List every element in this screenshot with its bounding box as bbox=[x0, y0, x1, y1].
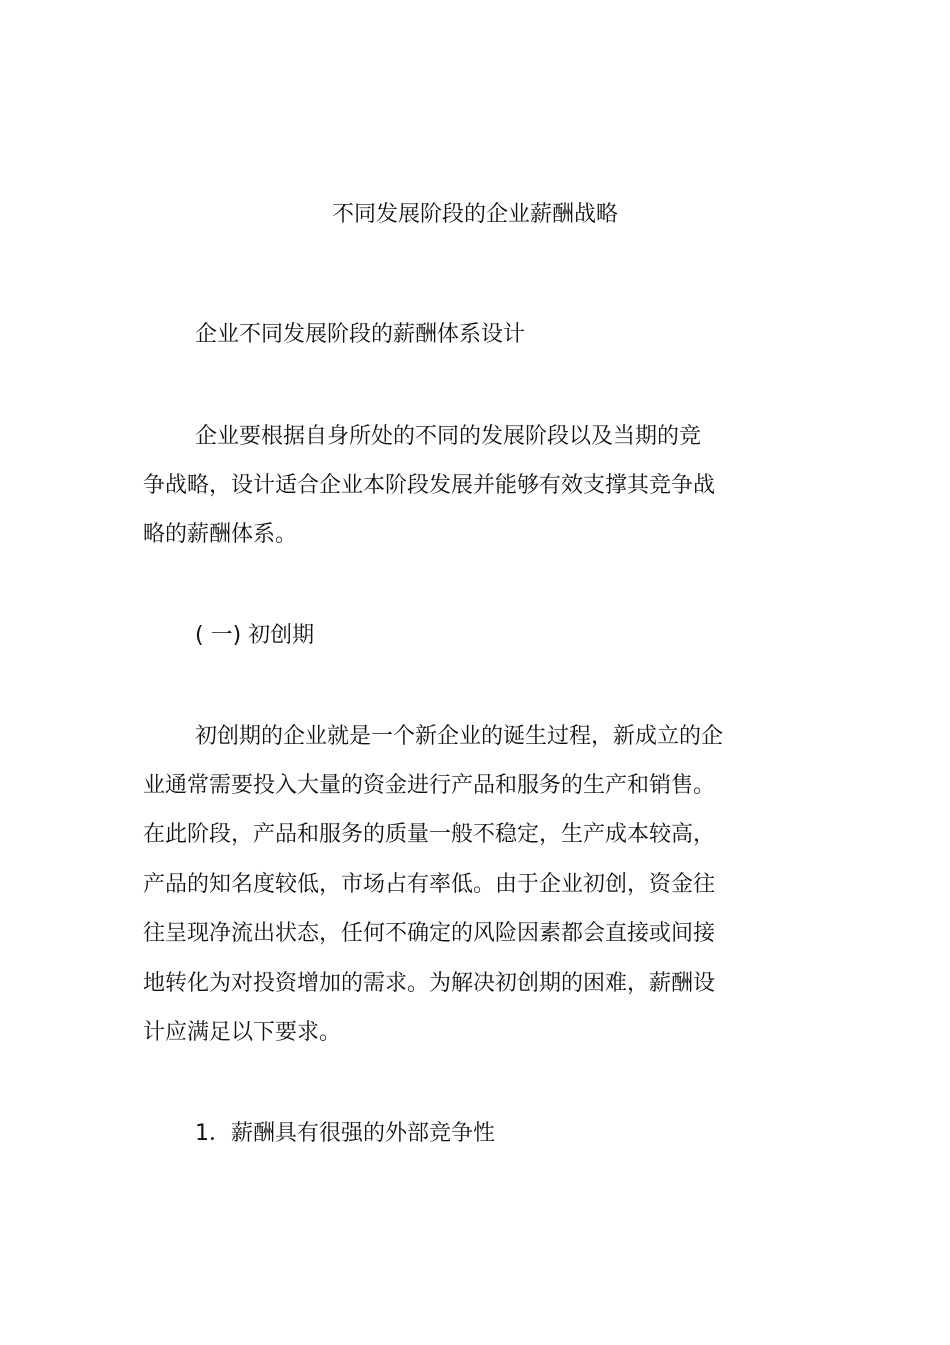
section-line-2: 业通常需要投入大量的资金进行产品和服务的生产和销售。 bbox=[143, 773, 716, 798]
intro-line-3: 略的薪酬体系。 bbox=[143, 522, 298, 547]
section-line-3: 在此阶段，产品和服务的质量一般不稳定，生产成本较高， bbox=[143, 822, 716, 847]
item-heading: 1．薪酬具有很强的外部竞争性 bbox=[195, 1121, 495, 1146]
section-line-4: 产品的知名度较低，市场占有率低。由于企业初创，资金往 bbox=[143, 872, 716, 897]
section-line-5: 往呈现净流出状态，任何不确定的风险因素都会直接或间接 bbox=[143, 921, 716, 946]
section-line-6: 地转化为对投资增加的需求。为解决初创期的困难，薪酬设 bbox=[143, 971, 716, 996]
intro-line-2: 争战略，设计适合企业本阶段发展并能够有效支撑其竞争战 bbox=[143, 473, 716, 498]
page-title: 不同发展阶段的企业薪酬战略 bbox=[331, 202, 618, 227]
section-heading: ( 一) 初创期 bbox=[195, 623, 315, 648]
section-line-1: 初创期的企业就是一个新企业的诞生过程，新成立的企 bbox=[195, 724, 724, 749]
section-line-7: 计应满足以下要求。 bbox=[143, 1020, 342, 1045]
intro-line-1: 企业要根据自身所处的不同的发展阶段以及当期的竞 bbox=[195, 424, 702, 449]
subtitle: 企业不同发展阶段的薪酬体系设计 bbox=[195, 322, 526, 347]
